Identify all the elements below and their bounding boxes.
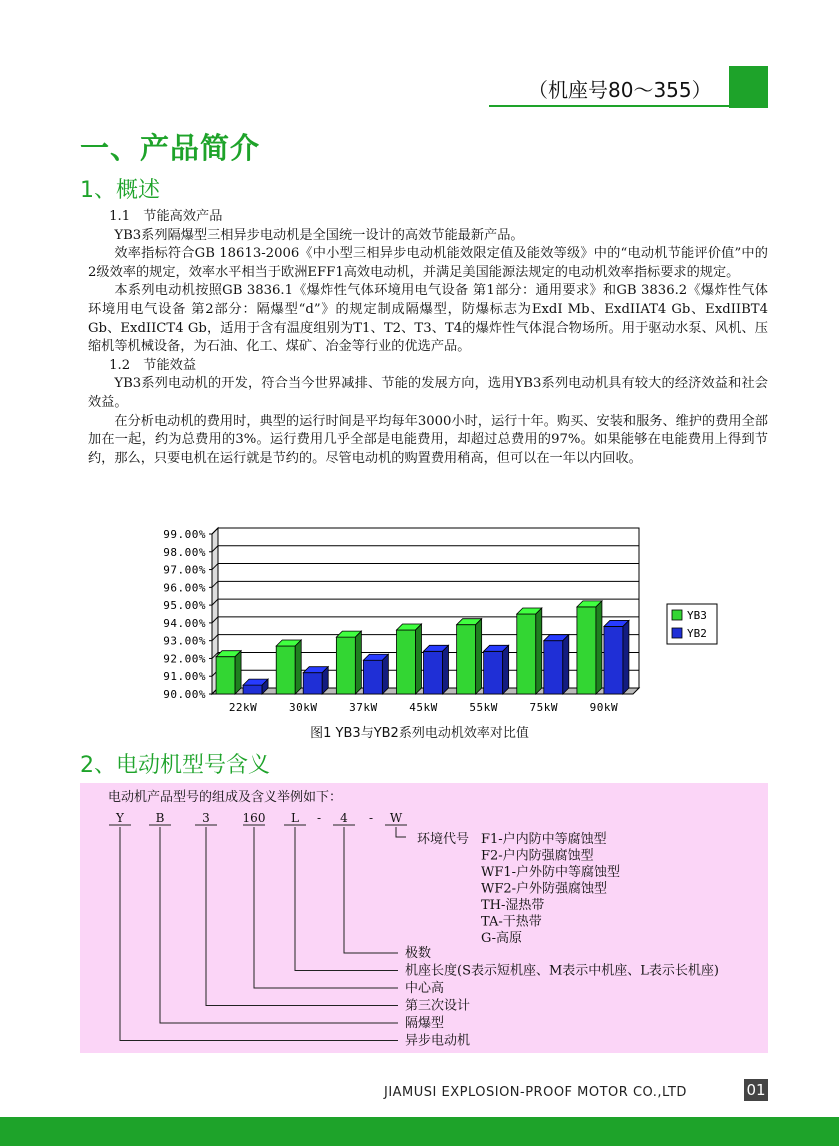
model-code-1: B <box>155 811 165 825</box>
y-tick-label: 90.00% <box>163 688 206 701</box>
meaning-connector-2 <box>254 827 398 988</box>
bar-front <box>243 685 262 694</box>
overview-text <box>88 208 768 468</box>
legend-label-yb3: YB3 <box>687 609 707 622</box>
chart-caption: 图1 YB3与YB2系列电动机效率对比值 <box>310 726 529 741</box>
env-option-3: WF2-户外防强腐蚀型 <box>481 881 608 897</box>
company-name: JIAMUSI EXPLOSION-PROOF MOTOR CO.,LTD <box>384 1085 687 1100</box>
bar-front <box>604 626 623 694</box>
heading-model-meaning: 2、电动机型号含义 <box>80 753 270 778</box>
bar-front <box>216 657 235 694</box>
env-option-0: F1-户内防中等腐蚀型 <box>481 832 607 847</box>
bar-yb3-90kW <box>577 601 602 694</box>
series-range-header: （机座号80～355） <box>528 78 712 102</box>
bar-front <box>424 651 443 694</box>
heading-overview: 1、概述 <box>80 178 160 203</box>
bar-side <box>623 620 629 694</box>
bar-front <box>303 673 322 694</box>
section-title: 一、产品简介 <box>80 131 261 165</box>
paragraph-1-1-heading: 1.1 节能高效产品 <box>109 209 223 224</box>
meaning-label-3: 第三次设计 <box>405 998 471 1014</box>
y-tick-label: 96.00% <box>163 581 206 595</box>
env-title: 环境代号 <box>417 832 470 847</box>
bar-front <box>577 607 596 694</box>
bar-side <box>443 645 449 694</box>
model-code-8: W <box>389 811 403 825</box>
legend-swatch-yb3 <box>672 610 682 620</box>
bar-side <box>536 608 542 694</box>
paragraph: 效率指标符合GB 18613-2006《中小型三相异步电动机能效限定值及能效等级》中的“电动机节能评价值”中的2级效率的规定，效率水平相当于欧洲EFF1高效电动机，并满足美国能源法规定的电动机效率指标要求的规定。 <box>88 246 768 280</box>
bar-front <box>544 641 563 694</box>
header-green-block <box>729 66 768 108</box>
y-tick-label: 93.00% <box>163 634 206 648</box>
bar-side <box>596 601 602 694</box>
meaning-connector-1 <box>295 827 398 971</box>
bar-side <box>235 651 241 694</box>
bar-side <box>503 645 509 694</box>
env-option-6: G-高原 <box>481 931 523 946</box>
paragraph: 在分析电动机的费用时，典型的运行时间是平均每年3000小时，运行十年。购买、安装和服务、维护的费用全部加在一起，约为总费用的3%。运行费用几乎全部是电能费用，却超过总费用的97%。如果能够在电能费用上得到节约，那么，只要电机在运行就是节约的。尽管电动机的购置费用稍高，但可以在一年以内回收。 <box>88 413 768 466</box>
x-tick-label: 22kW <box>228 701 258 714</box>
bar-yb2-90kW <box>604 620 629 694</box>
bar-side <box>563 635 569 694</box>
paragraph-1-2-heading: 1.2 节能效益 <box>109 357 197 373</box>
bar-yb3-37kW <box>336 631 361 694</box>
bar-side <box>476 619 482 694</box>
env-option-2: WF1-户外防中等腐蚀型 <box>481 865 621 880</box>
x-tick-label: 90kW <box>589 701 619 714</box>
bar-yb2-37kW <box>363 654 388 694</box>
paragraph: 本系列电动机按照GB 3836.1《爆炸性气体环境用电气设备 第1部分：通用要求》和GB 3836.2《爆炸性气体环境用电气设备 第2部分：隔爆型“d”》的规定制成隔爆型，防爆标志为ExdI Mb、ExdIIAT4 Gb、ExdIIBT4 Gb、ExdIICT4 Gb，适用于含有温度组别为T1、T2、T3、T4的爆炸性气体混合物场所。用于驱动水泵、风机、压缩机等机械设备，为石油、化工、煤矿、冶金等行业的优选产品。 <box>88 283 768 355</box>
bar-front <box>363 660 382 694</box>
chart-legend <box>667 604 717 644</box>
page-number: 01 <box>744 1079 768 1101</box>
y-tick-label: 92.00% <box>163 652 206 666</box>
x-tick-label: 75kW <box>529 701 559 714</box>
bar-front <box>484 651 503 694</box>
x-tick-label: 45kW <box>409 701 438 714</box>
meaning-connector-3 <box>206 827 398 1006</box>
bar-side <box>416 624 422 694</box>
env-option-4: TH-湿热带 <box>481 898 545 913</box>
bar-yb3-30kW <box>276 640 301 694</box>
meaning-label-1: 机座长度(S表示短机座、M表示中机座、L表示长机座) <box>405 963 719 979</box>
meaning-label-0: 极数 <box>405 946 432 961</box>
model-code-5: - <box>316 811 322 825</box>
y-tick-label: 97.00% <box>163 563 206 577</box>
model-code-diagram <box>80 783 768 1053</box>
y-tick-label: 95.00% <box>163 599 206 613</box>
footer-green-bar <box>0 1117 839 1146</box>
meaning-connector-5 <box>120 827 398 1041</box>
efficiency-bar-chart <box>140 522 740 718</box>
bar-yb3-45kW <box>397 624 422 694</box>
model-code-3: 160 <box>242 811 266 825</box>
bar-yb2-45kW <box>424 645 449 694</box>
x-tick-label: 55kW <box>469 701 498 714</box>
env-option-5: TA-干热带 <box>481 914 542 930</box>
bar-front <box>397 630 416 694</box>
x-tick-label: 30kW <box>288 701 318 714</box>
bar-side <box>295 640 301 694</box>
model-code-4: L <box>291 811 299 825</box>
bar-side <box>355 631 361 694</box>
bar-yb3-55kW <box>457 619 482 694</box>
meaning-label-2: 中心高 <box>405 981 445 996</box>
bar-front <box>276 646 295 694</box>
model-code-2: 3 <box>202 811 210 825</box>
bar-yb2-22kW <box>243 679 268 694</box>
paragraph: YB3系列电动机的开发，符合当今世界减排、节能的发展方向，选用YB3系列电动机具有较大的经济效益和社会效益。 <box>88 376 768 410</box>
meaning-connector-4 <box>160 827 398 1023</box>
legend-label-yb2: YB2 <box>687 627 707 640</box>
model-code-6: 4 <box>340 811 348 825</box>
y-tick-label: 98.00% <box>163 545 206 559</box>
bar-yb2-55kW <box>484 645 509 694</box>
bar-front <box>336 637 355 694</box>
bar-front <box>457 625 476 694</box>
y-tick-label: 99.00% <box>163 528 206 541</box>
bar-yb2-75kW <box>544 635 569 694</box>
paragraph: YB3系列隔爆型三相异步电动机是全国统一设计的高效节能最新产品。 <box>114 227 524 243</box>
env-option-1: F2-户内防强腐蚀型 <box>481 848 594 864</box>
bar-yb3-75kW <box>517 608 542 694</box>
model-code-0: Y <box>116 811 124 825</box>
bar-side <box>382 654 388 694</box>
model-code-7: - <box>368 811 374 825</box>
bar-yb3-22kW <box>216 651 241 694</box>
legend-swatch-yb2 <box>672 628 682 638</box>
meaning-label-4: 隔爆型 <box>405 1016 445 1031</box>
bar-front <box>517 614 536 694</box>
bar-yb2-30kW <box>303 667 328 694</box>
meaning-connector-0 <box>344 827 398 953</box>
y-tick-label: 94.00% <box>163 616 206 630</box>
y-tick-label: 91.00% <box>163 670 206 684</box>
model-intro: 电动机产品型号的组成及含义举例如下： <box>108 790 343 805</box>
env-connector <box>396 827 406 837</box>
meaning-label-5: 异步电动机 <box>405 1033 471 1049</box>
x-tick-label: 37kW <box>349 701 378 714</box>
header-underline <box>489 105 729 107</box>
